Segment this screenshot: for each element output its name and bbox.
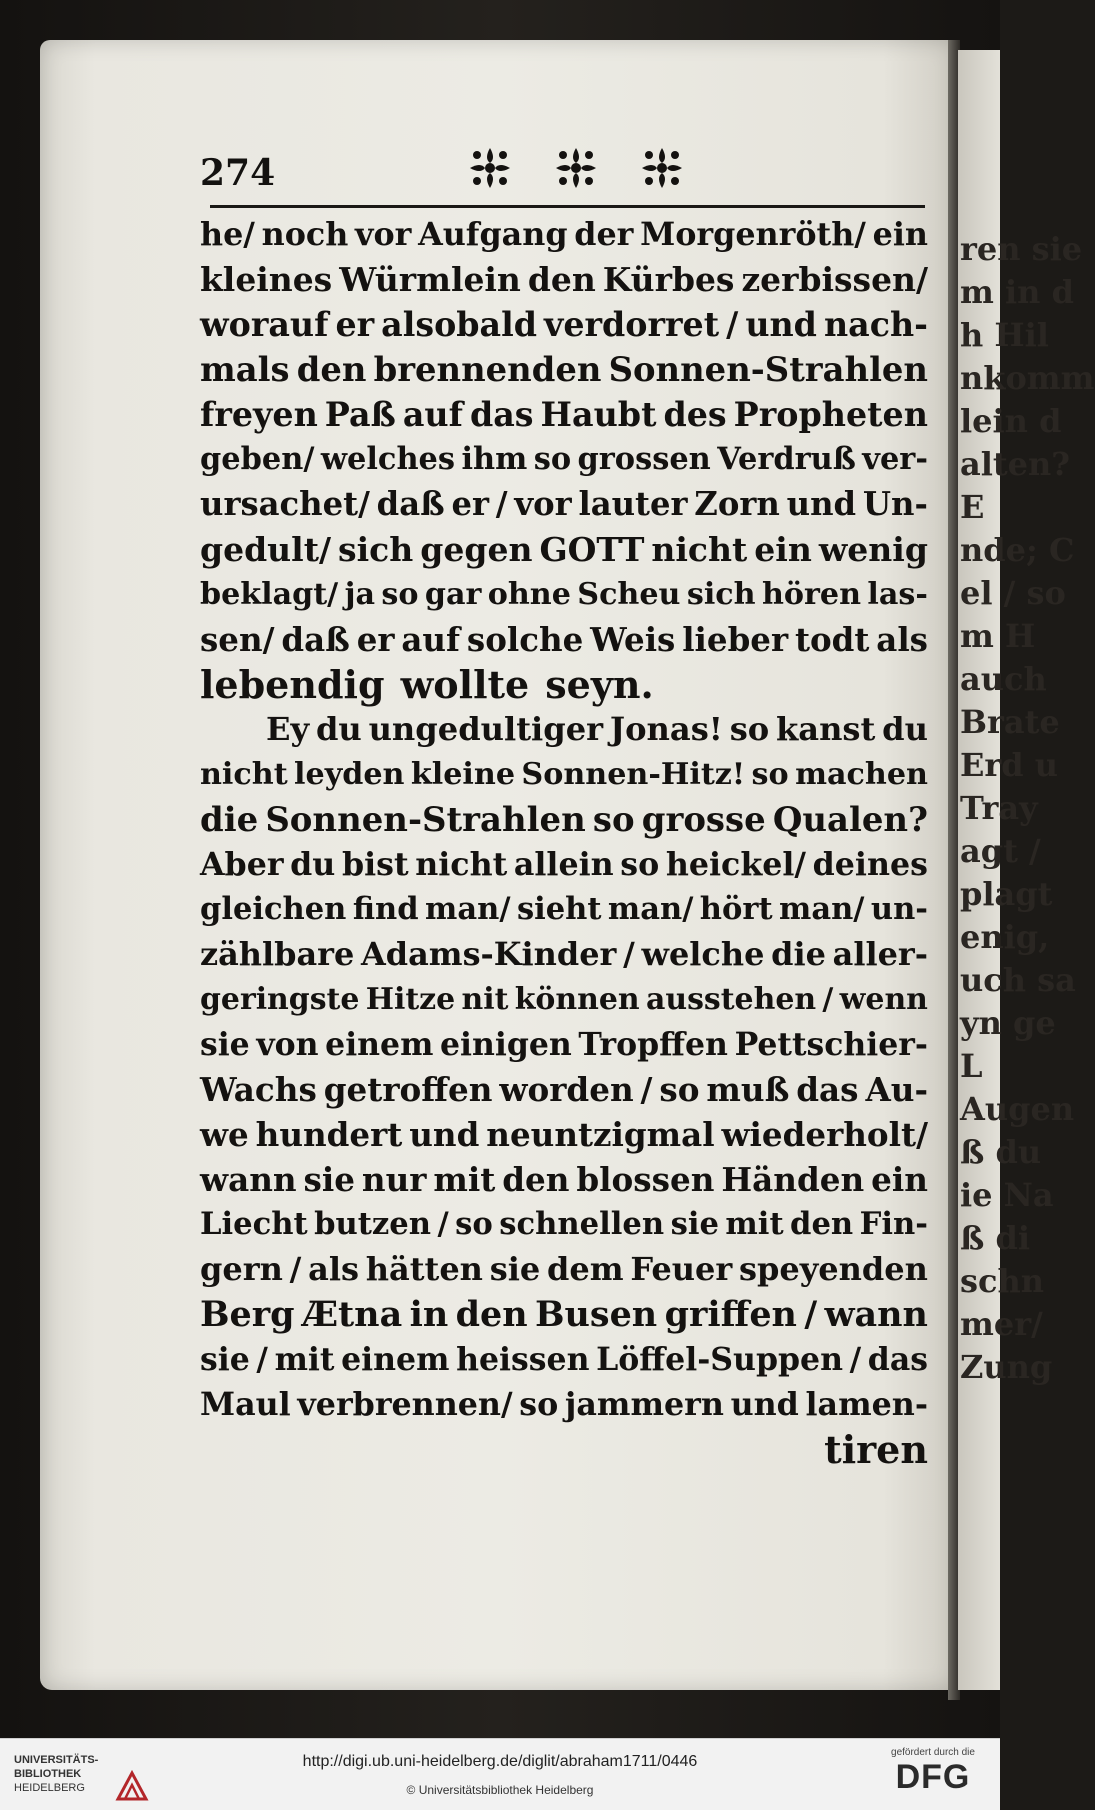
text-word: todt [794,620,870,659]
text-word: nicht [200,757,288,792]
text-word: Pettschier- [734,1026,928,1063]
text-line [200,1022,928,1067]
text-line [200,1112,928,1157]
header-ornaments [468,146,684,190]
text-word: / [256,1341,268,1378]
text-word: nur [361,1160,427,1199]
text-word: Sonnen-Strahlen [608,349,928,389]
text-word: den [502,1160,570,1199]
text-word: so [519,1386,559,1423]
text-word: auf [401,620,461,659]
text-word: ohne [487,577,571,612]
text-word: bist [341,846,409,883]
text-line [200,392,928,437]
text-word: griffen [664,1294,797,1335]
next-page-fragment: E [960,488,985,526]
next-page-fragment: h Hil [960,316,1049,354]
text-word: so [533,441,572,477]
text-word: / [289,1250,302,1288]
text-word: / [726,305,739,344]
text-word: Berg [200,1294,295,1335]
text-word: geringste [200,982,360,1017]
text-word: Morgenröth/ [640,216,866,253]
text-word: Aufgang [418,216,568,253]
text-line [200,1382,928,1427]
text-word: dem [547,1250,624,1288]
text-word: verbrennen/ [297,1386,513,1423]
text-word: gar [424,577,482,612]
next-page-fragment: Brate [960,703,1060,741]
text-word: lebendig [200,662,385,707]
text-word: einem [325,1026,434,1063]
text-word: jammern [564,1386,724,1423]
text-word: gedult/ [200,530,332,569]
text-word: hört [699,891,773,927]
next-page-fragment: m in d [960,273,1074,311]
text-word: so [620,846,660,883]
text-word: heissen [456,1341,590,1378]
dfg-caption: gefördert durch die [891,1747,975,1758]
text-word: lamen- [805,1386,928,1423]
text-word: den [527,260,596,299]
next-page-fragment: ß di [960,1219,1030,1257]
text-word: Hitze [365,982,456,1017]
text-word: den [455,1294,528,1335]
text-word: / [437,1206,449,1242]
text-word: das [796,1070,859,1109]
next-page-fragment: m H [960,617,1036,655]
text-word: auf [402,395,463,434]
text-word: einigen [440,1026,572,1063]
text-word: kanst [776,710,876,748]
text-word: daß [281,620,350,659]
text-word: butzen [314,1206,432,1242]
text-word: so [729,710,770,748]
text-word: sie [200,1341,250,1378]
text-word: aller- [832,935,928,973]
text-word: we [200,1115,249,1154]
text-word: Au- [865,1070,928,1109]
dfg-logo: DFG [895,1758,971,1796]
text-word: Aber [200,846,284,883]
text-word: du [882,710,928,748]
text-line [200,707,928,752]
text-word: vor [514,485,572,523]
next-page-fragment: plagt [960,875,1053,913]
next-page-fragment: alten? [960,445,1071,483]
text-word: sich [686,577,756,612]
text-word: einem [341,1341,450,1378]
text-word: so [659,1070,700,1109]
text-word: so [381,577,419,612]
text-word: den [790,1206,854,1242]
text-word: er [451,485,489,523]
text-word: die [771,935,826,973]
text-word: gleichen [200,891,347,927]
text-word: Haubt [540,395,657,434]
text-word: von [256,1026,319,1063]
text-word: kleine [410,757,516,792]
text-word: sie [303,1160,355,1199]
text-word: welches [320,441,456,477]
text-word: als [308,1250,359,1288]
text-line [200,1337,928,1382]
text-word: mit [274,1341,335,1378]
text-word: so [455,1206,493,1242]
text-word: und [745,305,817,344]
text-word: / [822,982,834,1017]
next-page-fragment: schn [960,1262,1045,1300]
text-word: können [514,982,640,1017]
text-line [200,212,928,257]
text-word: Sonnen-Hitz! [521,757,746,792]
text-line [200,1427,928,1472]
next-page-fragment: Erd u [960,746,1059,784]
next-page-fragment: ren sie [960,230,1083,268]
text-word: und [786,485,857,523]
text-word: grossen [577,441,711,477]
text-word: man/ [779,891,865,927]
text-word: / [804,1294,818,1335]
text-line [200,977,928,1022]
text-line [200,1202,928,1247]
header-rule [210,205,925,208]
text-word: ungedultiger [368,710,604,748]
text-word: alsobald [381,305,537,344]
text-word: Busen [535,1294,658,1335]
text-line [200,1247,928,1292]
text-word: neuntzigmal [486,1115,715,1154]
text-word: sich [338,530,414,569]
text-word: vor [355,216,412,253]
text-word: tiren [824,1427,928,1472]
text-word: Adams-Kinder [361,935,617,973]
text-word: noch [261,216,349,253]
text-word: schnellen [499,1206,665,1242]
text-word: seyn. [545,662,654,707]
text-word: wenig [818,530,928,569]
text-line [200,932,928,977]
text-word: Löffel-Suppen [596,1341,843,1378]
text-word: leyden [294,757,405,792]
text-word: wenn [839,982,928,1017]
text-word: nicht [415,846,508,883]
text-word: geben/ [200,441,315,477]
text-word: Maul [200,1386,291,1423]
text-word: wann [824,1294,928,1335]
text-line [200,572,928,617]
text-word: Weis [590,620,676,659]
text-line [200,752,928,797]
text-line [200,437,928,482]
text-word: so [751,757,789,792]
text-word: Würmlein [339,260,521,299]
text-word: und [730,1386,799,1423]
text-word: sie [200,1026,250,1063]
next-page-fragment: L [960,1047,983,1085]
viewer-footer [0,1738,1000,1810]
text-word: lauter [578,485,688,523]
text-word: er [335,305,375,344]
next-page-fragment: nde; C [960,531,1075,569]
text-word: beklagt/ [200,577,339,612]
text-word: muß [706,1070,790,1109]
text-word: Tropffen [578,1026,728,1063]
text-word: / [849,1341,862,1378]
text-word: Propheten [733,395,928,434]
text-word: allein [513,846,614,883]
text-word: Liecht [200,1206,308,1242]
text-word: Kürbes [602,260,735,299]
text-word: du [315,710,362,748]
next-page-fragment: lein d [960,402,1062,440]
next-page-fragment: auch [960,660,1047,698]
copyright-notice: © Universitätsbibliothek Heidelberg [406,1783,594,1797]
text-word: Scheu [577,577,681,612]
text-word: du [290,846,336,883]
text-word: die [200,799,259,839]
next-page-fragment: agt / [960,832,1041,870]
text-word: Händen [721,1160,865,1199]
text-word: Paß [324,395,396,434]
text-word: Zorn [694,485,780,523]
text-word: wiederholt/ [721,1115,928,1154]
next-page-fragment: yn ge [960,1004,1056,1042]
text-word: nach- [823,305,928,344]
text-word: das [867,1341,928,1378]
text-word: ihm [461,441,528,477]
text-word: Fin- [859,1206,928,1242]
text-word: ein [871,1160,928,1199]
text-word: kleines [200,260,333,299]
text-word: sen/ [200,620,275,659]
text-word: man/ [425,891,511,927]
text-word: den [296,349,367,389]
next-page-fragment: Tray [960,789,1038,827]
next-page-fragment: enig, [960,918,1050,956]
dfg-funding-badge[interactable] [878,1747,988,1796]
text-line [200,527,928,572]
permalink-url[interactable]: http://digi.ub.uni-heidelberg.de/diglit/abraham1711/0446 [302,1753,698,1770]
text-line [200,482,928,527]
text-word: heickel/ [665,846,806,883]
text-word: zählbare [200,935,355,973]
page-text [200,212,928,1472]
next-page-fragment: Zung [960,1348,1053,1386]
text-word: ausstehen [645,982,817,1017]
text-word: ursachet/ [200,485,370,523]
next-page-fragment: ie Na [960,1176,1054,1214]
text-line [200,842,928,887]
text-word: speyenden [738,1250,928,1288]
text-word: sie [670,1206,719,1242]
text-word: ja [344,577,376,612]
text-line [200,1292,928,1337]
text-word: Jonas! [609,710,723,748]
text-word: sie [489,1250,541,1288]
text-word: Ætna [301,1294,403,1335]
text-word: he/ [200,216,255,253]
next-page-fragment: nkomm [960,359,1095,397]
text-word: find [352,891,419,927]
text-word: als [876,620,928,659]
text-word: mals [200,349,290,389]
text-word: Un- [862,485,928,523]
next-page-fragment: Augen [960,1090,1075,1128]
ornament-icon [554,146,598,190]
text-word: / [495,485,508,523]
text-word: er [356,620,395,659]
text-word: der [574,216,634,253]
next-page-fragment: uch sa [960,961,1076,999]
text-word: ein [754,530,812,569]
text-word: worden [499,1070,634,1109]
text-word: Verdruß [717,441,856,477]
text-line [200,302,928,347]
text-word: welche [641,935,765,973]
text-word: in [409,1294,449,1335]
text-word: Feuer [630,1250,733,1288]
text-word: das [469,395,534,434]
text-word: hundert [255,1115,403,1154]
text-word: GOTT [539,530,645,569]
text-word: man/ [607,891,694,927]
text-word: blossen [576,1160,715,1199]
text-word: so [592,799,635,839]
text-word: und [409,1115,480,1154]
text-word: un- [870,891,928,927]
text-word: gegen [420,530,533,569]
text-word: mit [433,1160,496,1199]
text-word: solche [466,620,584,659]
text-line [200,797,928,842]
text-word: lieber [682,620,789,659]
text-line [200,617,928,662]
text-word: Ey [266,710,310,748]
text-word: brennenden [373,349,602,389]
logo-line: UNIVERSITÄTS- [14,1754,99,1766]
text-word: ver- [862,441,928,477]
text-line [200,347,928,392]
text-word: Wachs [200,1070,317,1109]
logo-line: HEIDELBERG [14,1782,85,1794]
text-word: hören [761,577,862,612]
text-word: nicht [651,530,748,569]
text-word: sieht [516,891,602,927]
text-line [200,1157,928,1202]
text-word: ein [872,216,928,253]
text-word: wollte [400,662,530,707]
next-page-fragment: ß du [960,1133,1042,1171]
text-line [200,1067,928,1112]
text-word: Qualen? [772,799,928,839]
text-word: des [663,395,727,434]
text-word: gern [200,1250,283,1288]
text-line [200,257,928,302]
text-word: las- [867,577,928,612]
text-word: Sonnen-Strahlen [265,799,586,839]
text-word: verdorret [544,305,720,344]
next-page-fragment: el / so [960,574,1066,612]
text-line [200,887,928,932]
text-word: mit [725,1206,784,1242]
text-word: freyen [200,395,318,434]
next-page-edge [958,50,1095,1690]
text-word: nit [461,982,509,1017]
text-word: deines [812,846,928,883]
text-word: grosse [641,799,766,839]
text-word: worauf [200,305,329,344]
text-word: daß [376,485,445,523]
text-word: wann [200,1160,297,1199]
text-word: zerbissen/ [741,260,928,299]
logo-line: BIBLIOTHEK [14,1768,82,1780]
ornament-icon [640,146,684,190]
text-word: hätten [365,1250,483,1288]
text-word: machen [795,757,928,792]
next-page-fragment: mer/ [960,1305,1043,1343]
text-word: getroffen [323,1070,493,1109]
text-word: / [640,1070,653,1109]
text-word: / [623,935,635,973]
page-number: 274 [200,152,276,194]
text-line [200,662,928,707]
ornament-icon [468,146,512,190]
